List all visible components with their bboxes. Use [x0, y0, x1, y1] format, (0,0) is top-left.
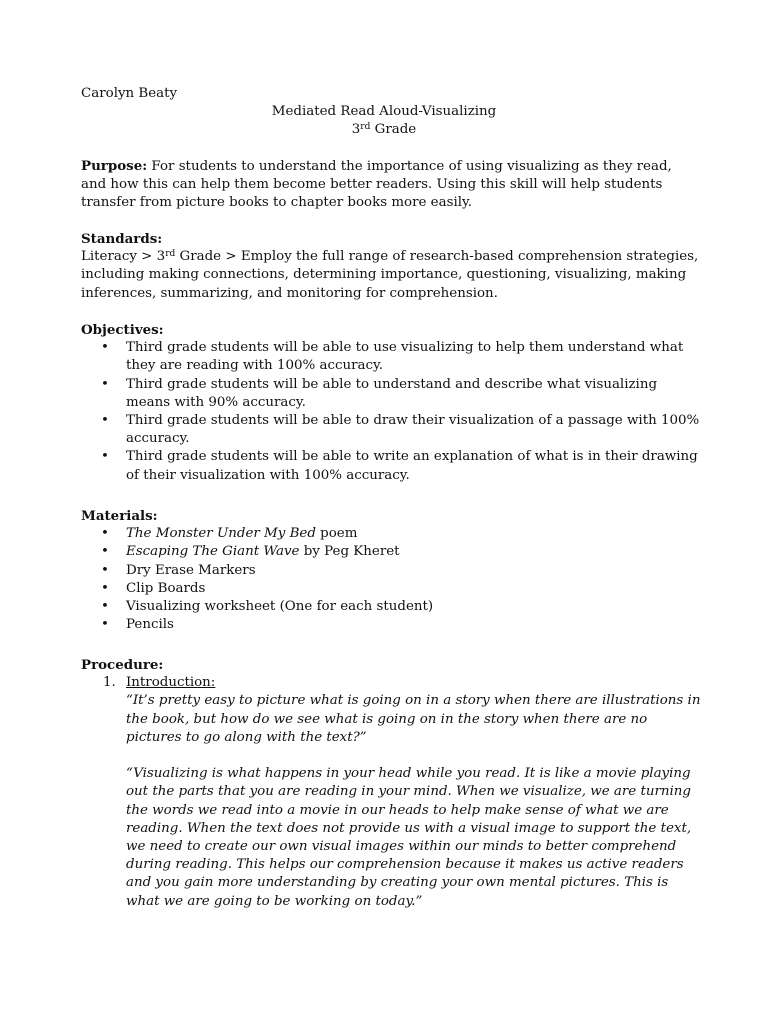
objective-text: Third grade students will be able to write an explanation of what is in their drawing of their visualization with 100% accuracy. — [126, 449, 698, 483]
objective-item — [81, 448, 701, 484]
intro-quote-1: “It’s pretty easy to picture what is going on in a story when there are illustrations in the book, but how do we see what is going on in the story when there are no pictures to go along with the text?” — [126, 693, 701, 745]
standards-sup: rd — [165, 249, 176, 260]
materials-heading: Materials: — [81, 508, 158, 524]
procedure-list — [81, 674, 701, 911]
document-title: Mediated Read Aloud-Visualizing — [271, 104, 497, 119]
grade-number: 3 — [351, 122, 361, 137]
bullet-icon: • — [101, 580, 109, 596]
material-text: Pencils — [126, 617, 174, 633]
step-title: Introduction: — [126, 675, 216, 691]
material-text: by Peg Kheret — [299, 544, 400, 560]
procedure-section — [81, 656, 701, 911]
bullet-icon: • — [101, 376, 109, 392]
grade-word: Grade — [370, 122, 417, 137]
bullet-icon: • — [101, 544, 109, 560]
material-text: poem — [315, 526, 358, 542]
intro-quote-2: “Visualizing is what happens in your head while you read. It is like a movie playing out the parts that you are reading in your mind. When we visualize, we are turning the words we read into a movie in our heads to help make sense of what we are reading. When the text does not provide us with a visual image to support the text, we need to create our own visual images within our minds to better comprehend during reading. This helps our comprehension because it makes us active readers and you gain more understanding by creating your own mental pictures. This is what we are going to be working on today.” — [126, 766, 692, 909]
material-item — [81, 525, 701, 543]
bullet-icon: • — [101, 562, 109, 578]
material-item — [81, 598, 701, 616]
material-item — [81, 562, 701, 580]
objective-item — [81, 376, 701, 412]
standards-section — [81, 230, 701, 303]
material-title: Escaping The Giant Wave — [126, 544, 300, 560]
purpose-text: For students to understand the importance of using visualizing as they read, and how this can help them become better readers. Using this skill will help students transfer from picture books to chapter books more easily. — [81, 159, 672, 211]
objectives-section — [81, 321, 701, 485]
objectives-heading: Objectives: — [81, 322, 164, 338]
paragraph-spacer — [126, 747, 701, 765]
material-item — [81, 616, 701, 634]
step-number: 1. — [103, 675, 116, 691]
material-text: Clip Boards — [126, 580, 206, 596]
bullet-icon: • — [101, 413, 109, 429]
standards-text — [81, 248, 701, 303]
grade-level — [0, 121, 768, 139]
author-name: Carolyn Beaty — [81, 86, 178, 101]
material-text: Visualizing worksheet (One for each student) — [126, 599, 434, 615]
materials-list — [81, 525, 701, 634]
bullet-icon: • — [101, 340, 109, 356]
objective-text: Third grade students will be able to use visualizing to help them understand what they are reading with 100% accuracy. — [126, 340, 684, 374]
standards-heading: Standards: — [81, 231, 163, 247]
grade-suffix: rd — [360, 122, 371, 132]
objectives-list — [81, 339, 701, 485]
objective-text: Third grade students will be able to draw their visualization of a passage with 100% accuracy. — [126, 413, 700, 447]
material-item — [81, 580, 701, 598]
bullet-icon: • — [101, 599, 109, 615]
standards-text-start: Literacy > 3 — [81, 249, 166, 265]
procedure-heading: Procedure: — [81, 657, 164, 673]
objective-item — [81, 412, 701, 448]
purpose-heading: Purpose: — [81, 158, 148, 174]
procedure-step — [81, 674, 701, 911]
material-item — [81, 543, 701, 561]
standards-text-rest: Grade > Employ the full range of research-based comprehension strategies, including making connections, determining importance, questioning, visualizing, making inferences, summarizing, and monitoring for comprehension. — [81, 249, 699, 301]
objective-text: Third grade students will be able to understand and describe what visualizing means with 90% accuracy. — [126, 376, 658, 410]
bullet-icon: • — [101, 449, 109, 465]
material-title: The Monster Under My Bed — [126, 526, 316, 542]
bullet-icon: • — [101, 526, 109, 542]
bullet-icon: • — [101, 617, 109, 633]
materials-section — [81, 507, 701, 634]
material-text: Dry Erase Markers — [126, 562, 256, 578]
objective-item — [81, 339, 701, 375]
purpose-section — [81, 157, 701, 213]
